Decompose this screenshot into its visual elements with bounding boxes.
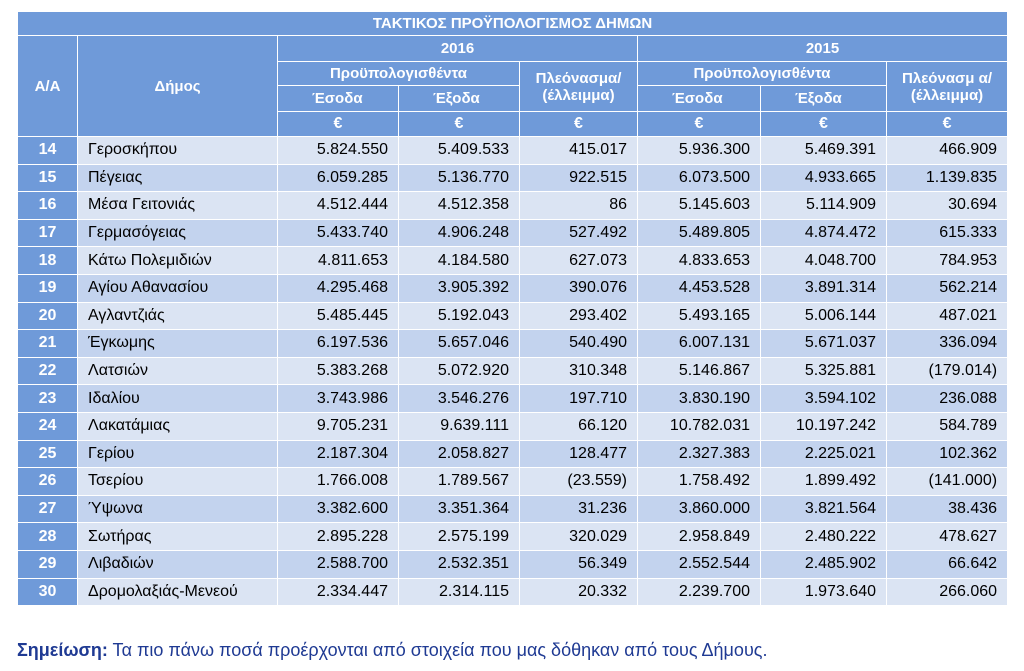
expense-2015-cell: 2.480.222 <box>761 523 887 551</box>
currency-surplus-2015: € <box>887 112 1008 137</box>
surplus-2016-cell: (23.559) <box>520 468 638 496</box>
expense-2015-cell: 5.006.144 <box>761 302 887 330</box>
header-year-2016: 2016 <box>278 36 638 62</box>
expense-2016-cell: 4.184.580 <box>399 247 520 275</box>
income-2016-cell: 4.811.653 <box>278 247 399 275</box>
income-2015-cell: 10.782.031 <box>638 412 761 440</box>
table-row <box>18 219 1008 247</box>
surplus-2016-cell: 415.017 <box>520 137 638 165</box>
income-2015-cell: 5.493.165 <box>638 302 761 330</box>
expense-2016-cell: 3.351.364 <box>399 495 520 523</box>
row-number-cell: 28 <box>18 523 78 551</box>
income-2015-cell: 3.860.000 <box>638 495 761 523</box>
table-row <box>18 495 1008 523</box>
income-2015-cell: 5.145.603 <box>638 192 761 220</box>
expense-2016-cell: 5.192.043 <box>399 302 520 330</box>
income-2015-cell: 2.239.700 <box>638 578 761 606</box>
table-row <box>18 247 1008 275</box>
header-expense-2015: Έξοδα <box>761 86 887 112</box>
surplus-2016-cell: 627.073 <box>520 247 638 275</box>
currency-income-2016: € <box>278 112 399 137</box>
expense-2015-cell: 2.485.902 <box>761 550 887 578</box>
header-surplus-2016: Πλεόνασμα/ (έλλειμμα) <box>520 62 638 112</box>
surplus-2015-cell: 266.060 <box>887 578 1008 606</box>
expense-2015-cell: 3.891.314 <box>761 274 887 302</box>
expense-2016-cell: 9.639.111 <box>399 412 520 440</box>
income-2016-cell: 6.059.285 <box>278 164 399 192</box>
header-dimos: Δήμος <box>78 36 278 137</box>
table-row <box>18 164 1008 192</box>
row-number-cell: 22 <box>18 357 78 385</box>
table-row <box>18 468 1008 496</box>
surplus-2015-cell: 466.909 <box>887 137 1008 165</box>
surplus-2016-cell: 56.349 <box>520 550 638 578</box>
income-2015-cell: 6.073.500 <box>638 164 761 192</box>
income-2016-cell: 1.766.008 <box>278 468 399 496</box>
income-2016-cell: 9.705.231 <box>278 412 399 440</box>
surplus-2015-cell: 584.789 <box>887 412 1008 440</box>
row-number-cell: 16 <box>18 192 78 220</box>
row-number-cell: 29 <box>18 550 78 578</box>
municipality-name-cell: Λατσιών <box>78 357 278 385</box>
surplus-2015-cell: 66.642 <box>887 550 1008 578</box>
table-row <box>18 412 1008 440</box>
surplus-2016-cell: 20.332 <box>520 578 638 606</box>
expense-2015-cell: 5.114.909 <box>761 192 887 220</box>
table-row <box>18 302 1008 330</box>
income-2016-cell: 2.588.700 <box>278 550 399 578</box>
row-number-cell: 25 <box>18 440 78 468</box>
expense-2015-cell: 5.325.881 <box>761 357 887 385</box>
surplus-2016-cell: 922.515 <box>520 164 638 192</box>
income-2016-cell: 2.334.447 <box>278 578 399 606</box>
income-2015-cell: 6.007.131 <box>638 330 761 358</box>
surplus-2015-cell: (179.014) <box>887 357 1008 385</box>
footnote-text: Τα πιο πάνω ποσά προέρχονται από στοιχεία που μας δόθηκαν από τους Δήμους. <box>107 640 768 660</box>
surplus-2016-cell: 197.710 <box>520 385 638 413</box>
table-row <box>18 274 1008 302</box>
surplus-2015-cell: 615.333 <box>887 219 1008 247</box>
expense-2016-cell: 4.512.358 <box>399 192 520 220</box>
expense-2015-cell: 4.048.700 <box>761 247 887 275</box>
surplus-2015-cell: 336.094 <box>887 330 1008 358</box>
table-row <box>18 578 1008 606</box>
expense-2015-cell: 3.594.102 <box>761 385 887 413</box>
municipality-name-cell: Λιβαδιών <box>78 550 278 578</box>
income-2015-cell: 2.327.383 <box>638 440 761 468</box>
expense-2015-cell: 3.821.564 <box>761 495 887 523</box>
table-row <box>18 192 1008 220</box>
surplus-2015-cell: 1.139.835 <box>887 164 1008 192</box>
expense-2015-cell: 4.933.665 <box>761 164 887 192</box>
row-number-cell: 15 <box>18 164 78 192</box>
expense-2015-cell: 5.469.391 <box>761 137 887 165</box>
expense-2015-cell: 10.197.242 <box>761 412 887 440</box>
surplus-2016-cell: 310.348 <box>520 357 638 385</box>
expense-2016-cell: 3.905.392 <box>399 274 520 302</box>
municipality-name-cell: Γερίου <box>78 440 278 468</box>
header-surplus-2015: Πλεόνασμ α/ (έλλειμμα) <box>887 62 1008 112</box>
row-number-cell: 23 <box>18 385 78 413</box>
surplus-2015-cell: 30.694 <box>887 192 1008 220</box>
income-2015-cell: 5.936.300 <box>638 137 761 165</box>
footnote-label: Σημείωση: <box>17 640 108 660</box>
municipality-name-cell: Δρομολαξιάς-Μενεού <box>78 578 278 606</box>
surplus-2015-cell: 102.362 <box>887 440 1008 468</box>
surplus-2015-cell: (141.000) <box>887 468 1008 496</box>
income-2016-cell: 5.485.445 <box>278 302 399 330</box>
currency-expense-2015: € <box>761 112 887 137</box>
income-2015-cell: 3.830.190 <box>638 385 761 413</box>
income-2015-cell: 4.453.528 <box>638 274 761 302</box>
income-2015-cell: 4.833.653 <box>638 247 761 275</box>
header-budgeted-2015: Προϋπολογισθέντα <box>638 62 887 86</box>
expense-2016-cell: 3.546.276 <box>399 385 520 413</box>
municipality-name-cell: Λακατάμιας <box>78 412 278 440</box>
expense-2016-cell: 2.058.827 <box>399 440 520 468</box>
municipality-name-cell: Σωτήρας <box>78 523 278 551</box>
income-2016-cell: 5.824.550 <box>278 137 399 165</box>
row-number-cell: 20 <box>18 302 78 330</box>
expense-2015-cell: 5.671.037 <box>761 330 887 358</box>
income-2016-cell: 4.512.444 <box>278 192 399 220</box>
surplus-2016-cell: 540.490 <box>520 330 638 358</box>
surplus-2016-cell: 86 <box>520 192 638 220</box>
income-2016-cell: 2.187.304 <box>278 440 399 468</box>
row-number-cell: 19 <box>18 274 78 302</box>
expense-2016-cell: 5.072.920 <box>399 357 520 385</box>
table-row <box>18 550 1008 578</box>
row-number-cell: 18 <box>18 247 78 275</box>
surplus-2016-cell: 31.236 <box>520 495 638 523</box>
expense-2016-cell: 5.657.046 <box>399 330 520 358</box>
surplus-2016-cell: 527.492 <box>520 219 638 247</box>
expense-2016-cell: 2.532.351 <box>399 550 520 578</box>
row-number-cell: 21 <box>18 330 78 358</box>
table-row <box>18 357 1008 385</box>
municipality-name-cell: Κάτω Πολεμιδιών <box>78 247 278 275</box>
surplus-2015-cell: 38.436 <box>887 495 1008 523</box>
row-number-cell: 17 <box>18 219 78 247</box>
income-2015-cell: 1.758.492 <box>638 468 761 496</box>
municipality-name-cell: Μέσα Γειτονιάς <box>78 192 278 220</box>
table-body <box>18 137 1008 606</box>
budget-table-container <box>17 11 1007 606</box>
surplus-2015-cell: 562.214 <box>887 274 1008 302</box>
municipality-name-cell: Γεροσκήπου <box>78 137 278 165</box>
surplus-2016-cell: 66.120 <box>520 412 638 440</box>
expense-2016-cell: 2.314.115 <box>399 578 520 606</box>
row-number-cell: 24 <box>18 412 78 440</box>
municipality-name-cell: Ύψωνα <box>78 495 278 523</box>
row-number-cell: 14 <box>18 137 78 165</box>
expense-2015-cell: 4.874.472 <box>761 219 887 247</box>
table-row <box>18 385 1008 413</box>
header-budgeted-2016: Προϋπολογισθέντα <box>278 62 520 86</box>
income-2015-cell: 5.489.805 <box>638 219 761 247</box>
income-2015-cell: 2.958.849 <box>638 523 761 551</box>
expense-2016-cell: 4.906.248 <box>399 219 520 247</box>
row-number-cell: 26 <box>18 468 78 496</box>
expense-2016-cell: 5.136.770 <box>399 164 520 192</box>
income-2016-cell: 4.295.468 <box>278 274 399 302</box>
header-expense-2016: Έξοδα <box>399 86 520 112</box>
surplus-2016-cell: 128.477 <box>520 440 638 468</box>
currency-expense-2016: € <box>399 112 520 137</box>
currency-income-2015: € <box>638 112 761 137</box>
row-number-cell: 30 <box>18 578 78 606</box>
currency-surplus-2016: € <box>520 112 638 137</box>
expense-2015-cell: 1.973.640 <box>761 578 887 606</box>
income-2016-cell: 5.433.740 <box>278 219 399 247</box>
row-number-cell: 27 <box>18 495 78 523</box>
municipality-name-cell: Αγλαντζιάς <box>78 302 278 330</box>
footnote <box>17 640 767 661</box>
expense-2015-cell: 1.899.492 <box>761 468 887 496</box>
expense-2016-cell: 2.575.199 <box>399 523 520 551</box>
surplus-2016-cell: 390.076 <box>520 274 638 302</box>
income-2016-cell: 3.382.600 <box>278 495 399 523</box>
header-income-2015: Έσοδα <box>638 86 761 112</box>
header-year-2015: 2015 <box>638 36 1008 62</box>
municipality-name-cell: Έγκωμης <box>78 330 278 358</box>
table-row <box>18 440 1008 468</box>
surplus-2015-cell: 784.953 <box>887 247 1008 275</box>
table-title: ΤΑΚΤΙΚΟΣ ΠΡΟΫΠΟΛΟΓΙΣΜΟΣ ΔΗΜΩΝ <box>18 12 1008 36</box>
header-aa: Α/Α <box>18 36 78 137</box>
municipality-name-cell: Γερμασόγειας <box>78 219 278 247</box>
table-row <box>18 523 1008 551</box>
municipality-name-cell: Τσερίου <box>78 468 278 496</box>
expense-2015-cell: 2.225.021 <box>761 440 887 468</box>
header-income-2016: Έσοδα <box>278 86 399 112</box>
surplus-2016-cell: 320.029 <box>520 523 638 551</box>
municipality-name-cell: Ιδαλίου <box>78 385 278 413</box>
income-2016-cell: 6.197.536 <box>278 330 399 358</box>
surplus-2015-cell: 478.627 <box>887 523 1008 551</box>
municipality-name-cell: Αγίου Αθανασίου <box>78 274 278 302</box>
income-2015-cell: 5.146.867 <box>638 357 761 385</box>
income-2016-cell: 5.383.268 <box>278 357 399 385</box>
surplus-2016-cell: 293.402 <box>520 302 638 330</box>
table-row <box>18 330 1008 358</box>
income-2016-cell: 3.743.986 <box>278 385 399 413</box>
expense-2016-cell: 1.789.567 <box>399 468 520 496</box>
table-row <box>18 137 1008 165</box>
income-2016-cell: 2.895.228 <box>278 523 399 551</box>
income-2015-cell: 2.552.544 <box>638 550 761 578</box>
surplus-2015-cell: 487.021 <box>887 302 1008 330</box>
expense-2016-cell: 5.409.533 <box>399 137 520 165</box>
municipal-budget-table <box>17 11 1008 606</box>
municipality-name-cell: Πέγειας <box>78 164 278 192</box>
surplus-2015-cell: 236.088 <box>887 385 1008 413</box>
